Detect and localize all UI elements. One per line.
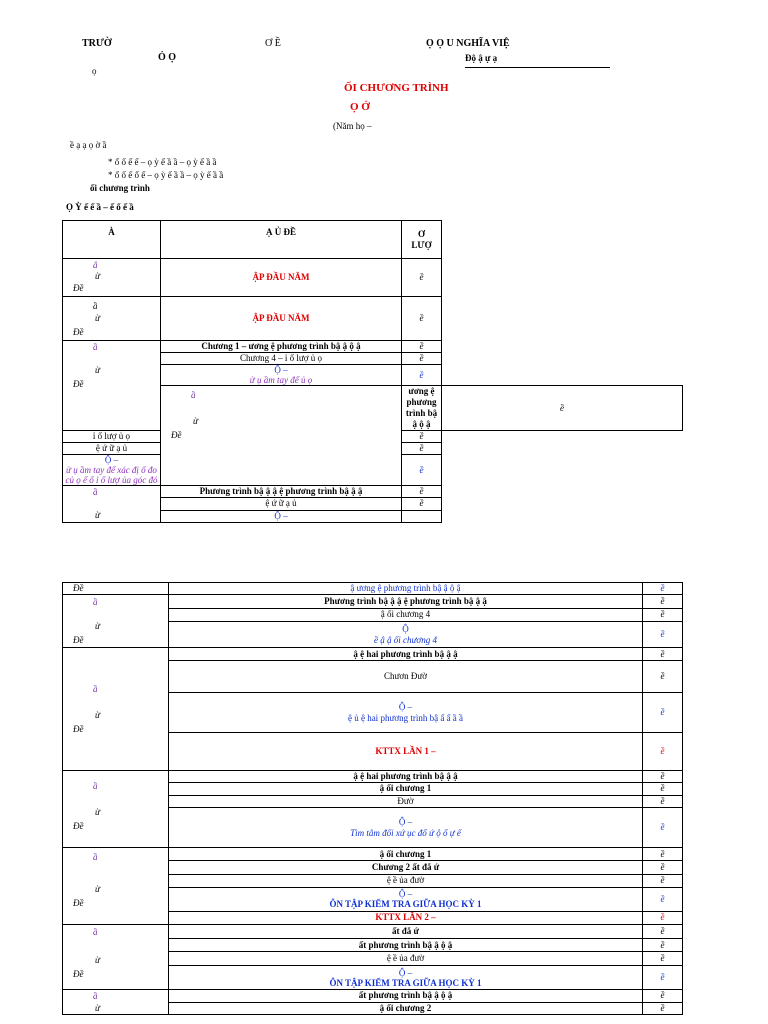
doc-subtitle: Ọ Ớ [350, 101, 370, 113]
count-cell: ề [643, 848, 683, 861]
content-cell [169, 622, 643, 648]
table-row [63, 595, 683, 609]
content-cell [169, 808, 643, 848]
week-label: ầ [93, 342, 98, 352]
count-cell: ề [643, 595, 683, 609]
count-cell: ề [643, 925, 683, 939]
col-count-header-a: Ơ [417, 228, 425, 239]
content-cell: Chương 2 ất đẳ ứ [169, 861, 643, 874]
week-cell [63, 925, 169, 990]
intro-line-2: * ổ ố ế ế – ọ ỳ ế ầ ầ – ọ ỳ ế ầ ầ [108, 157, 217, 167]
table-header-row [63, 221, 683, 259]
week-cell [63, 341, 161, 431]
table-row [63, 925, 683, 939]
content-cell: ất đẳ ứ [169, 925, 643, 939]
review-title: ÔN TẬP KIỂM TRA GIỮA HỌC KỲ 1 [329, 899, 482, 910]
topic-label: Đề [73, 898, 84, 908]
count-cell: ề [643, 888, 683, 911]
topic-label: Đề [73, 724, 84, 734]
content-cell: ậ ối chương 1 [169, 848, 643, 861]
count-cell: ề [643, 938, 683, 952]
week-cell [63, 990, 169, 1015]
count-cell: ề [643, 608, 683, 622]
week-cell [161, 386, 402, 486]
week-cell [63, 297, 161, 341]
activity-title: Ộ [402, 623, 409, 634]
week-cell [63, 648, 169, 771]
count-cell: ề [643, 1002, 683, 1015]
count-cell: ề [402, 486, 442, 498]
count-cell: ề [643, 911, 683, 924]
topic-label: Đề [73, 635, 84, 645]
count-cell: ề [643, 648, 683, 661]
content-cell: ệ ề ủa đườ [169, 952, 643, 966]
count-cell: ề [643, 990, 683, 1003]
content-cell: ậ ối chương 4 [169, 608, 643, 622]
intro-line-4: ối chương trình [90, 183, 150, 193]
week-cell [63, 771, 169, 848]
week-label: ầ [93, 597, 98, 607]
content-cell [169, 888, 643, 911]
activity-desc: ử ụ ầm tay để ủ ọ [249, 375, 313, 385]
doc-title: ỐI CHƯƠNG TRÌNH [344, 82, 449, 94]
table-row [63, 341, 683, 353]
week-label: ầ [93, 991, 98, 1001]
activity-title: Ộ – [398, 889, 413, 900]
col-count-header [402, 221, 442, 259]
week-cell [63, 848, 169, 925]
count-cell: ề [402, 431, 442, 443]
week-range: ừ [95, 884, 100, 894]
content-cell: ất phương trình bậ ậ ộ ậ [169, 990, 643, 1003]
content-cell: Phương trình bậ ậ ậ ệ phương trình bậ ậ ậ [161, 486, 402, 498]
week-cell [63, 486, 161, 523]
count-cell: ề [402, 341, 442, 353]
activity-title: Ộ – [398, 816, 413, 827]
content-cell: Ộ – [161, 510, 402, 522]
content-cell: ậ ương ệ phương trình bậ ậ ộ ậ [169, 583, 643, 595]
activity-title: Ộ – [104, 455, 119, 465]
topic-label: Đề [63, 583, 169, 595]
topic-label: Đề [73, 969, 84, 979]
content-cell: ậ ệ hai phương trình bậ ậ ậ [169, 771, 643, 783]
review-title: ÔN TẬP KIỂM TRA GIỮA HỌC KỲ 1 [329, 977, 482, 988]
count-cell: ề [402, 353, 442, 365]
count-cell: ề [643, 693, 683, 733]
col-week-header: À [63, 221, 161, 259]
content-cell: ẬP ĐẦU NĂM [161, 297, 402, 341]
col-count-header-b: LƯỢ [411, 239, 432, 250]
intro-line-1: ề ạ ạ ọ ờ ầ [70, 140, 107, 150]
schedule-table-2 [62, 582, 683, 1015]
week-cell [63, 595, 169, 648]
content-cell: ệ ứ ữ ạ ủ [161, 498, 402, 510]
topic-label: Đề [171, 430, 182, 440]
week-range: ừ [95, 271, 100, 281]
slogan-underline [465, 67, 610, 68]
table-row [63, 771, 683, 783]
count-cell: ề [402, 365, 442, 386]
count-cell: ề [402, 498, 442, 510]
week-range: ừ [95, 807, 100, 817]
department-name: Ỏ Ọ [158, 52, 177, 63]
table-row [63, 297, 683, 341]
content-cell: ệ ề ủa đườ [169, 874, 643, 887]
count-cell: ề [643, 966, 683, 990]
content-cell: ỉ ố lượ ủ ọ [63, 431, 161, 443]
content-cell: Đườ [169, 795, 643, 807]
count-cell: ề [643, 874, 683, 887]
topic-label: Đề [73, 327, 84, 337]
count-cell: ề [442, 386, 683, 431]
count-cell: ề [643, 808, 683, 848]
national-slogan: Độ ậ ự ạ [465, 53, 498, 63]
count-cell: ề [643, 622, 683, 648]
activity-desc: ệ ủ ệ hai phương trình bậ ẩ ẩ ầ ầ [347, 712, 464, 723]
week-label: ầ [93, 487, 98, 497]
content-cell: Chươn Đườ [169, 661, 643, 693]
content-cell [161, 365, 402, 386]
school-name-mid: Ơ Ề [265, 38, 281, 49]
content-cell [169, 693, 643, 733]
table-row [63, 259, 683, 297]
activity-desc: ề ậ ậ ối chương 4 [374, 634, 437, 645]
count-cell: ề [402, 297, 442, 341]
intro-line-3: * ổ ố ế ổ ế – ọ ỳ ế ầ ầ – ọ ỳ ế ầ ầ [108, 170, 224, 180]
week-label: ầ [93, 684, 98, 694]
school-year: (Năm họ – [333, 121, 372, 131]
activity-title: Ộ – [398, 967, 413, 978]
content-cell: ương ệ phương trình bậ ậ ộ ậ [402, 386, 442, 431]
week-range: ừ [193, 416, 198, 426]
count-cell: ề [643, 783, 683, 795]
table-row [63, 848, 683, 861]
week-range: ừ [95, 955, 100, 965]
count-cell: ề [643, 952, 683, 966]
count-cell: ề [643, 661, 683, 693]
count-cell: ề [643, 583, 683, 595]
count-cell: ề [643, 795, 683, 807]
week-label: â [93, 260, 98, 270]
activity-desc: Tìm tâm đối xứ ục đố ứ ộ ố ự ế [350, 827, 461, 838]
table-row [63, 583, 683, 595]
table-row [63, 990, 683, 1003]
intro-line-5: Ọ Ỳ ế ế ầ – ế ổ ế ầ [66, 202, 134, 212]
content-cell: ẬP ĐẦU NĂM [161, 259, 402, 297]
week-range: ừ [95, 710, 100, 720]
week-range: ừ [95, 365, 100, 375]
count-cell: ề [643, 771, 683, 783]
content-cell: ất phương trình bậ ậ ộ ậ [169, 938, 643, 952]
topic-label: Đề [73, 379, 84, 389]
activity-title: Ộ – [274, 365, 288, 375]
topic-label: Đề [73, 821, 84, 831]
national-motto: Ọ Ọ U NGHĨA VIỆ [426, 38, 510, 49]
week-range: ừ [95, 313, 100, 323]
test-label: KTTX LẦN 1 – [169, 733, 643, 771]
content-cell: ệ ứ ữ ạ ủ [63, 443, 161, 455]
week-range: ừ [95, 621, 100, 631]
content-cell: ậ ệ hai phương trình bậ ậ ậ [169, 648, 643, 661]
week-label: ầ [93, 927, 98, 937]
header-note: ọ [92, 66, 97, 76]
content-cell: ậ ối chương 1 [169, 783, 643, 795]
count-cell: ề [402, 259, 442, 297]
activity-title: Ộ – [398, 701, 413, 712]
content-cell [169, 966, 643, 990]
content-cell [63, 455, 161, 486]
count-cell: ề [643, 861, 683, 874]
content-cell: Chương 1 – ương ệ phương trình bậ ậ ộ ậ [161, 341, 402, 353]
schedule-table-1 [62, 220, 683, 523]
week-label: ầ [93, 781, 98, 791]
count-cell [402, 510, 442, 522]
count-cell: ề [402, 443, 442, 455]
week-label: ầ [93, 301, 98, 311]
count-cell: ề [643, 733, 683, 771]
activity-desc: ử ụ ầm tay để xác đị ố đo củ ọ ể ố ỉ ố lượ ủa góc đó [65, 465, 158, 485]
week-label: ầ [93, 852, 98, 862]
content-cell: Phương trình bậ ậ ậ ệ phương trình bậ ậ ậ [169, 595, 643, 609]
content-cell: Chương 4 – ỉ ố lượ ủ ọ [161, 353, 402, 365]
table-row [63, 486, 683, 498]
test-label: KTTX LẦN 2 – [169, 911, 643, 924]
topic-label: Đề [73, 283, 84, 293]
table-row [63, 648, 683, 661]
col-content-header: Ạ Ủ ĐỀ [161, 221, 402, 259]
week-range: ừ [95, 510, 100, 520]
school-name: TRƯỜ [82, 38, 112, 49]
week-cell [63, 259, 161, 297]
content-cell: ậ ối chương 2 [169, 1002, 643, 1015]
count-cell: ề [402, 455, 442, 486]
week-label: ầ [191, 390, 196, 400]
week-range: ừ [95, 1003, 100, 1013]
